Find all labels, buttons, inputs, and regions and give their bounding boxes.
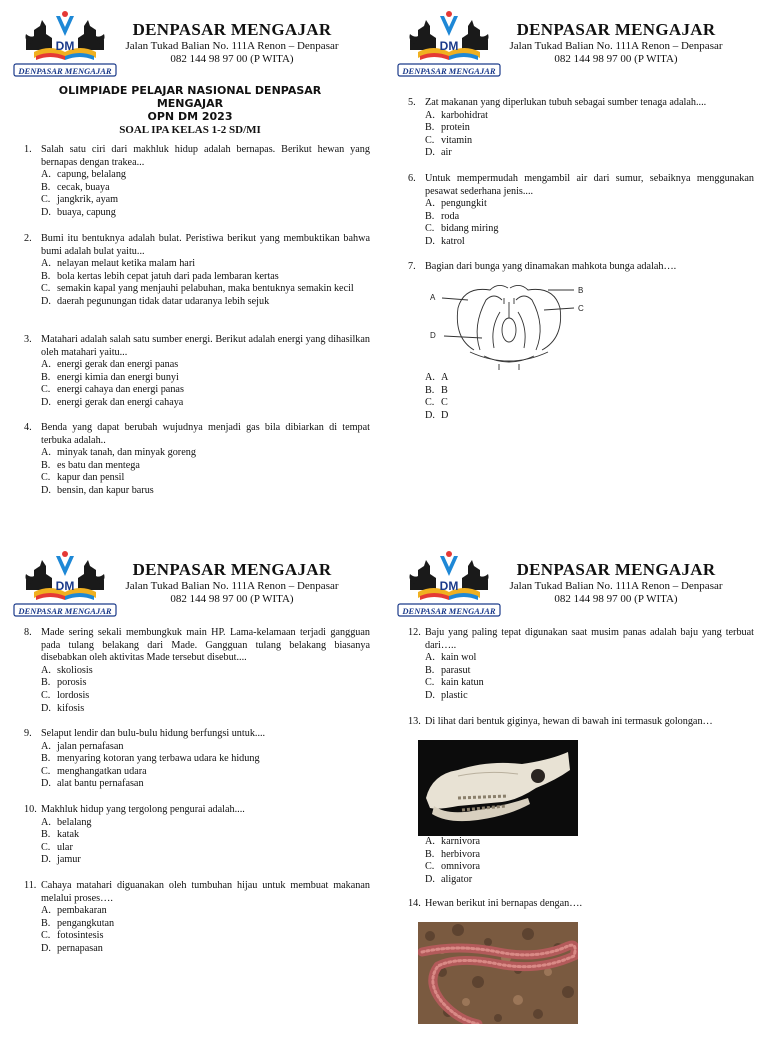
answer-option (425, 122, 754, 135)
answer-option (41, 918, 370, 931)
option-text: A (441, 372, 449, 383)
exam-title: OLIMPIADE PELAJAR NASIONAL DENPASAR MENGAJAR (58, 84, 322, 110)
question-stem (24, 334, 370, 359)
option-text: bensin, dan kapur barus (57, 484, 154, 496)
question-stem (24, 804, 370, 817)
option-text: buaya, capung (57, 206, 116, 218)
answer-option (425, 652, 754, 665)
letterhead (384, 546, 768, 620)
option-text: pernapasan (57, 942, 103, 954)
option-text: capung, belalang (57, 169, 127, 181)
option-text: protein (441, 122, 470, 134)
option-text: kain katun (441, 677, 484, 689)
option-letter: B. (41, 459, 51, 471)
svg-text:DENPASAR MENGAJAR: DENPASAR MENGAJAR (18, 606, 112, 616)
option-text: parasut (441, 664, 471, 676)
option-letter: A. (41, 816, 51, 828)
org-name: DENPASAR MENGAJAR (516, 20, 716, 39)
option-text: omnivora (441, 861, 481, 873)
option-text: cecak, buaya (57, 181, 110, 193)
svg-text:DENPASAR MENGAJAR: DENPASAR MENGAJAR (402, 66, 496, 76)
option-letter: C. (41, 283, 51, 295)
option-letter: C. (425, 677, 435, 689)
answer-option (41, 359, 370, 372)
exam-title-block (30, 84, 350, 137)
question-stem (408, 173, 754, 198)
option-letter: D. (425, 409, 435, 421)
option-letter: A. (41, 447, 51, 459)
denpasar-mengajar-logo-icon (396, 10, 502, 82)
option-letter: A. (41, 740, 51, 752)
org-phone: 082 144 98 97 00 (P WITA) (170, 53, 294, 65)
option-letter: C. (41, 765, 51, 777)
denpasar-mengajar-logo-icon (12, 10, 118, 82)
option-text: kapur dan pensil (57, 472, 125, 484)
option-letter: B. (425, 122, 435, 134)
answer-option (425, 677, 754, 690)
option-text: alat bantu pernafasan (57, 778, 144, 790)
answer-option (41, 943, 370, 956)
option-letter: D. (41, 854, 51, 866)
answer-option (425, 836, 754, 849)
option-text: aligator (441, 873, 473, 885)
answer-option (425, 397, 754, 410)
option-text: karbohidrat (441, 109, 488, 121)
flower-label-d: D (430, 331, 436, 340)
option-letter: C. (425, 861, 435, 873)
answer-option (41, 447, 370, 460)
answer-option (41, 665, 370, 678)
question-stem (408, 898, 754, 911)
answer-option (425, 372, 754, 385)
question-7-options (408, 372, 754, 422)
question-number: 3. (24, 334, 32, 345)
option-text: roda (441, 210, 460, 222)
answer-option (41, 842, 370, 855)
question-number: 7. (408, 261, 416, 272)
answer-option (41, 854, 370, 867)
answer-option (425, 135, 754, 148)
option-letter: A. (41, 905, 51, 917)
option-letter: D. (41, 295, 51, 307)
question-12 (408, 627, 754, 703)
answer-option (41, 778, 370, 791)
option-letter: D. (425, 235, 435, 247)
answer-option (425, 198, 754, 211)
option-letter: C. (41, 384, 51, 396)
answer-option (41, 169, 370, 182)
denpasar-mengajar-logo-icon (396, 550, 502, 622)
question-number: 14. (408, 898, 421, 909)
question-number: 13. (408, 716, 421, 727)
answer-option (425, 849, 754, 862)
question-text: Benda yang dapat berubah wujudnya menjadi gas bila dibiarkan di tempat terbuka adalah.. (41, 422, 370, 446)
question-text: Matahari adalah salah satu sumber energi. Berikut adalah energi yang dihasilkan oleh matahari yaitu... (41, 334, 370, 358)
denpasar-mengajar-logo-icon (12, 550, 118, 622)
question-stem (24, 422, 370, 447)
option-letter: D. (41, 778, 51, 790)
option-letter: A. (425, 109, 435, 121)
option-text: semakin kapal yang menjauhi pelabuhan, maka bentuknya semakin kecil (57, 283, 354, 295)
answer-option (425, 861, 754, 874)
option-text: fotosintesis (57, 930, 104, 942)
answer-option (41, 296, 370, 309)
option-letter: C. (41, 472, 51, 484)
answer-option (41, 690, 370, 703)
flower-diagram (424, 278, 594, 370)
org-phone: 082 144 98 97 00 (P WITA) (554, 593, 678, 605)
question-10 (24, 804, 370, 867)
option-text: porosis (57, 677, 87, 689)
org-phone: 082 144 98 97 00 (P WITA) (554, 53, 678, 65)
question-stem (408, 261, 754, 274)
question-stem (24, 144, 370, 169)
exam-subtitle: SOAL IPA KELAS 1-2 SD/MI (119, 124, 261, 136)
option-text: energi gerak dan energi cahaya (57, 396, 184, 408)
answer-option (41, 271, 370, 284)
org-address: Jalan Tukad Balian No. 111A Renon – Denpasar (509, 40, 723, 52)
option-letter: A. (425, 372, 435, 383)
option-text: bola kertas lebih cepat jatuh dari pada lembaran kertas (57, 270, 279, 282)
question-text: Hewan berikut ini bernapas dengan…. (425, 898, 583, 909)
question-11 (24, 880, 370, 956)
option-text: C (441, 397, 448, 409)
option-text: karnivora (441, 836, 481, 847)
option-letter: A. (41, 258, 51, 270)
option-text: kain wol (441, 652, 477, 664)
question-number: 1. (24, 144, 32, 155)
answer-option (41, 703, 370, 716)
question-stem (24, 627, 370, 665)
org-name: DENPASAR MENGAJAR (132, 560, 332, 579)
question-1 (24, 144, 370, 220)
question-text: Made sering sekali membungkuk main HP. Lama-kelamaan terjadi gangguan pada tulang belakang dari Made. Gangguan tulang belakang biasanya disebabkan oleh aktivitas Made tersebut disebut.... (41, 627, 370, 664)
answer-option (41, 741, 370, 754)
option-letter: C. (41, 841, 51, 853)
question-text: Salah satu ciri dari makhluk hidup adalah bernapas. Berikut hewan yang bernapas dengan trakea... (41, 144, 370, 168)
question-13 (408, 716, 754, 729)
letterhead (0, 6, 384, 80)
question-4 (24, 422, 370, 498)
question-number: 4. (24, 422, 32, 433)
question-8 (24, 627, 370, 715)
question-number: 10. (24, 804, 37, 815)
flower-label-c: C (578, 304, 584, 313)
question-number: 6. (408, 173, 416, 184)
option-letter: A. (41, 664, 51, 676)
option-letter: C. (41, 689, 51, 701)
option-letter: A. (41, 359, 51, 371)
question-stem (24, 880, 370, 905)
letterhead (0, 546, 384, 620)
option-text: lordosis (57, 689, 90, 701)
question-5 (408, 97, 754, 160)
answer-option (425, 410, 754, 423)
option-letter: B. (41, 917, 51, 929)
option-text: vitamin (441, 134, 473, 146)
option-letter: C. (41, 930, 51, 942)
question-stem (408, 97, 754, 110)
answer-option (41, 283, 370, 296)
page-panel-4 (384, 540, 768, 1052)
question-number: 9. (24, 728, 32, 739)
option-text: D (441, 409, 449, 421)
option-letter: A. (425, 836, 435, 847)
question-2 (24, 233, 370, 309)
answer-option (425, 665, 754, 678)
answer-option (425, 211, 754, 224)
page-panel-1 (0, 0, 384, 512)
option-text: menyaring kotoran yang terbawa udara ke hidung (57, 753, 260, 765)
option-text: menghangatkan udara (57, 765, 147, 777)
option-text: katak (57, 829, 80, 841)
option-text: jangkrik, ayam (57, 194, 119, 206)
org-address: Jalan Tukad Balian No. 111A Renon – Denpasar (125, 580, 339, 592)
exam-code: OPN DM 2023 (147, 110, 233, 123)
option-text: energi kimia dan energi bunyi (57, 371, 179, 383)
question-text: Zat makanan yang diperlukan tubuh sebagai sumber tenaga adalah.... (425, 97, 707, 108)
answer-option (41, 472, 370, 485)
answer-option (425, 236, 754, 249)
answer-option (425, 223, 754, 236)
option-text: skoliosis (57, 664, 93, 676)
question-3 (24, 334, 370, 410)
earthworm-photo (418, 922, 578, 1024)
option-text: katrol (441, 235, 465, 247)
letterhead (384, 6, 768, 80)
option-letter: B. (425, 210, 435, 222)
option-letter: A. (425, 198, 435, 210)
answer-option (41, 372, 370, 385)
answer-option (41, 930, 370, 943)
answer-option (41, 397, 370, 410)
question-number: 8. (24, 627, 32, 638)
question-text: Baju yang paling tepat digunakan saat musim panas adalah baju yang terbuat dari….. (425, 627, 754, 651)
question-text: Cahaya matahari diguanakan oleh tumbuhan hijau untuk membuat makanan melalui proses…. (41, 880, 370, 904)
question-7 (408, 261, 754, 274)
option-text: belalang (57, 816, 92, 828)
option-letter: B. (41, 829, 51, 841)
answer-option (425, 385, 754, 398)
question-stem (24, 233, 370, 258)
option-letter: C. (425, 134, 435, 146)
option-letter: B. (425, 848, 435, 860)
org-name: DENPASAR MENGAJAR (132, 20, 332, 39)
question-6 (408, 173, 754, 249)
org-address: Jalan Tukad Balian No. 111A Renon – Denpasar (509, 580, 723, 592)
option-letter: D. (41, 942, 51, 954)
option-text: plastic (441, 689, 468, 701)
option-text: daerah pegunungan tidak datar udaranya lebih sejuk (57, 295, 270, 307)
option-text: B (441, 384, 448, 396)
option-letter: B. (41, 181, 51, 193)
option-text: es batu dan mentega (57, 459, 140, 471)
option-text: kifosis (57, 702, 85, 714)
option-text: ular (57, 841, 73, 853)
option-text: nelayan melaut ketika malam hari (57, 258, 196, 270)
option-text: minyak tanah, dan minyak goreng (57, 447, 196, 459)
flower-label-b: B (578, 286, 584, 295)
option-letter: C. (41, 194, 51, 206)
answer-option (425, 147, 754, 160)
option-letter: D. (425, 147, 435, 159)
option-letter: D. (41, 396, 51, 408)
option-letter: D. (425, 873, 435, 885)
answer-option (41, 207, 370, 220)
question-number: 11. (24, 880, 37, 891)
option-text: bidang miring (441, 223, 499, 235)
org-name: DENPASAR MENGAJAR (516, 560, 716, 579)
option-text: jalan pernafasan (57, 740, 124, 752)
answer-option (425, 874, 754, 887)
page-panel-3 (0, 540, 384, 1052)
option-text: air (441, 147, 452, 159)
question-number: 5. (408, 97, 416, 108)
option-letter: B. (41, 753, 51, 765)
answer-option (41, 258, 370, 271)
svg-text:DENPASAR MENGAJAR: DENPASAR MENGAJAR (18, 66, 112, 76)
answer-option (41, 905, 370, 918)
horse-skull-photo (418, 740, 578, 836)
question-text: Bumi itu bentuknya adalah bulat. Peristiwa berikut yang membuktikan bahwa bumi adalah bulat yaitu... (41, 233, 370, 257)
option-letter: D. (425, 689, 435, 701)
option-letter: C. (425, 397, 435, 409)
option-letter: D. (41, 484, 51, 496)
answer-option (41, 460, 370, 473)
answer-option (41, 677, 370, 690)
option-letter: C. (425, 223, 435, 235)
option-text: energi gerak dan energi panas (57, 359, 179, 371)
question-text: Di lihat dari bentuk giginya, hewan di bawah ini termasuk golongan… (425, 716, 713, 727)
question-9 (24, 728, 370, 791)
org-phone: 082 144 98 97 00 (P WITA) (170, 593, 294, 605)
question-stem (408, 627, 754, 652)
question-stem (24, 728, 370, 741)
option-letter: D. (41, 702, 51, 714)
option-letter: A. (425, 652, 435, 664)
answer-option (41, 829, 370, 842)
option-text: energi cahaya dan energi panas (57, 384, 184, 396)
question-stem (408, 716, 754, 729)
answer-option (41, 182, 370, 195)
option-text: pembakaran (57, 905, 107, 917)
option-letter: B. (41, 270, 51, 282)
option-text: pengangkutan (57, 917, 115, 929)
org-address: Jalan Tukad Balian No. 111A Renon – Denpasar (125, 40, 339, 52)
answer-option (41, 194, 370, 207)
option-letter: B. (41, 371, 51, 383)
option-letter: D. (41, 206, 51, 218)
question-text: Selaput lendir dan bulu-bulu hidung berfungsi untuk.... (41, 728, 266, 739)
svg-text:DENPASAR MENGAJAR: DENPASAR MENGAJAR (402, 606, 496, 616)
page-panel-2 (384, 0, 768, 512)
option-text: jamur (57, 854, 81, 866)
question-number: 2. (24, 233, 32, 244)
answer-option (425, 690, 754, 703)
option-text: pengungkit (441, 198, 487, 210)
question-text: Untuk mempermudah mengambil air dari sumur, sebaiknya menggunakan pesawat sederhana jenis.... (425, 173, 754, 197)
question-text: Bagian dari bunga yang dinamakan mahkota bunga adalah…. (425, 261, 677, 272)
question-13-options (408, 836, 754, 886)
answer-option (41, 753, 370, 766)
answer-option (41, 817, 370, 830)
option-letter: B. (425, 384, 435, 396)
option-text: herbivora (441, 848, 481, 860)
option-letter: B. (425, 664, 435, 676)
question-text: Makhluk hidup yang tergolong pengurai adalah.... (41, 804, 245, 815)
answer-option (41, 384, 370, 397)
flower-label-a: A (430, 293, 436, 302)
question-number: 12. (408, 627, 421, 638)
answer-option (41, 485, 370, 498)
answer-option (41, 766, 370, 779)
option-letter: B. (41, 677, 51, 689)
answer-option (425, 110, 754, 123)
question-14 (408, 898, 754, 911)
option-letter: A. (41, 169, 51, 181)
